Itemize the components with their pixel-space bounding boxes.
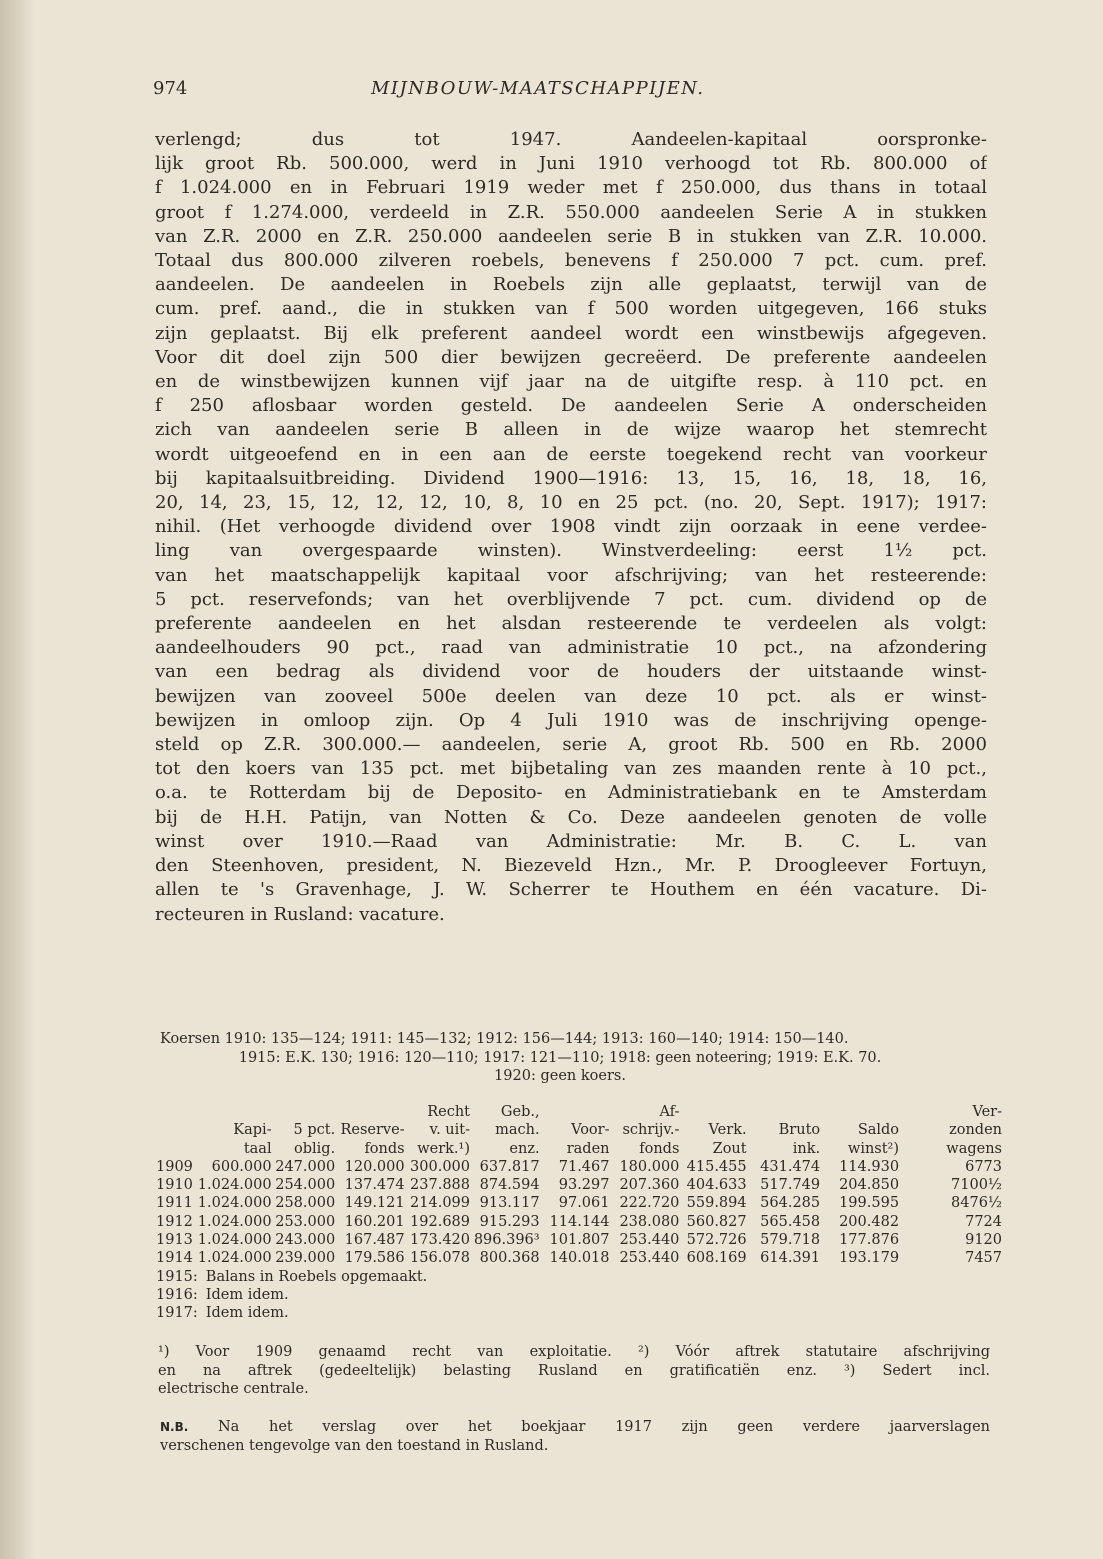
body-line: 5 pct. reservefonds; van het overblijvende 7 pct. cum. dividend op de [155,588,987,610]
header-cell: 5 pct. [293,1122,336,1139]
value-cell: 1.024.000 [197,1250,272,1267]
value-cell: 6773 [965,1158,1002,1175]
header-cell: wagens [946,1140,1002,1157]
body-line: en de winstbewijzen kunnen vijf jaar na de uitgifte resp. à 110 pct. en [155,371,987,393]
header-cell: Kapi- [233,1122,272,1139]
value-cell: 8476½ [951,1195,1002,1212]
header-cell: Saldo [857,1122,900,1139]
body-line: Totaal dus 800.000 zilveren roebels, benevens f 250.000 7 pct. cum. pref. [155,250,987,272]
table-header-row [156,1121,1002,1139]
year-cell: 1916: [156,1286,198,1303]
value-cell: 180.000 [619,1158,680,1175]
body-line: bij de H.H. Patijn, van Notten & Co. Deze aandeelen genoten de volle [155,806,987,828]
header-cell [272,1103,336,1121]
value-cell: 207.360 [619,1177,680,1194]
value-cell: 572.726 [686,1232,747,1249]
value-cell: 239.000 [275,1250,336,1267]
value-cell: 243.000 [275,1232,336,1249]
body-line: 20, 14, 23, 15, 12, 12, 12, 10, 8, 10 en 25 pct. (no. 20, Sept. 1917); 1917: [155,492,987,514]
value-cell: 564.285 [760,1195,821,1212]
table-row [156,1231,1002,1249]
header-cell: oblig. [294,1140,336,1157]
table-row [156,1176,1002,1194]
value-cell: 600.000 [211,1158,272,1175]
value-cell: 140.018 [549,1250,610,1267]
body-line: verlengd; dus tot 1947. Aandeelen-kapitaal oorspronke- [155,129,987,150]
value-cell: 214.099 [410,1195,471,1212]
body-line: f 1.024.000 en in Februari 1919 weder met f 250.000, dus thans in totaal [155,177,987,199]
value-cell: 258.000 [275,1195,336,1212]
value-cell: 101.807 [549,1232,610,1249]
header-cell [747,1103,821,1121]
running-title: MIJNBOUW-MAATSCHAPPIJEN. [371,78,705,99]
value-cell: 1.024.000 [197,1232,272,1249]
value-cell: 9120 [965,1232,1002,1249]
year-cell: 1913 [156,1232,193,1249]
year-cell: 1910 [156,1177,193,1194]
price-quotes [160,1030,1000,1086]
note-cell: Idem idem. [205,1305,289,1322]
body-line: bewijzen van zooveel 500e deelen van deze 10 pct. als er winst- [155,685,987,707]
header-cell [156,1140,198,1158]
body-line: bij kapitaalsuitbreiding. Dividend 1900—1916: 13, 15, 16, 18, 18, 16, [155,467,987,489]
body-line: bewijzen in omloop zijn. Op 4 Juli 1910 was de inschrijving openge- [155,709,987,731]
body-line: van Z.R. 2000 en Z.R. 250.000 aandeelen serie B in stukken van Z.R. 10.000. [155,225,987,247]
table-note-row [156,1268,1002,1286]
header-cell: enz. [509,1140,540,1157]
header-cell: schrijv.- [622,1122,680,1139]
nb-text: Na het verslag over het boekjaar 1917 zijn geen verdere jaarverslagen [217,1419,990,1435]
value-cell: 114.930 [839,1158,900,1175]
value-cell: 253.000 [275,1213,336,1230]
header-cell: Zout [712,1140,747,1157]
body-line: zich van aandeelen serie B alleen in de wijze waarop het stemrecht [155,419,987,441]
value-cell: 199.595 [839,1195,900,1212]
body-line: allen te 's Gravenhage, J. W. Scherrer te Houthem en één vacature. Di- [155,879,987,901]
header-cell [335,1103,404,1121]
value-cell: 71.467 [558,1158,610,1175]
value-cell: 896.396³ [473,1232,540,1249]
header-cell: winst²) [847,1140,900,1157]
value-cell: 179.586 [344,1250,405,1267]
value-cell: 608.169 [686,1250,747,1267]
year-cell: 1917: [156,1305,198,1322]
header-cell: Voor- [571,1122,610,1139]
header-cell: werk.¹) [417,1140,471,1157]
value-cell: 415.455 [686,1158,747,1175]
header-cell: v. uit- [429,1122,471,1139]
header-cell [679,1103,746,1121]
value-cell: 517.749 [760,1177,821,1194]
body-line: recteuren in Rusland: vacature. [155,903,445,925]
binding-edge [0,0,34,1559]
year-cell: 1911 [156,1195,193,1212]
page-number: 974 [153,78,188,99]
value-cell: 253.440 [619,1250,680,1267]
body-line: aandeelen. De aandeelen in Roebels zijn alle geplaatst, terwijl van de [155,274,987,296]
value-cell: 156.078 [410,1250,471,1267]
header-cell: taal [243,1140,272,1157]
value-cell: 247.000 [275,1158,336,1175]
value-cell: 193.179 [839,1250,900,1267]
header-cell: fonds [364,1140,405,1157]
page-header [153,78,988,102]
table-row [156,1158,1002,1176]
value-cell: 222.720 [619,1195,680,1212]
quote-line: 1920: geen koers. [494,1068,626,1084]
value-cell: 254.000 [275,1177,336,1194]
value-cell: 800.368 [479,1250,540,1267]
header-cell [156,1121,198,1139]
value-cell: 253.440 [619,1232,680,1249]
body-line: ling van overgespaarde winsten). Winstverdeeling: eerst 1½ pct. [155,540,987,562]
value-cell: 637.817 [479,1158,540,1175]
header-cell: Bruto [778,1122,821,1139]
value-cell: 149.121 [344,1195,405,1212]
body-line: aandeelhouders 90 pct., raad van administratie 10 pct., na afzondering [155,637,987,659]
value-cell: 237.888 [410,1177,471,1194]
value-cell: 559.894 [686,1195,747,1212]
body-line: den Steenhoven, president, N. Biezeveld Hzn., Mr. P. Droogleever Fortuyn, [155,855,987,877]
value-cell: 431.474 [760,1158,821,1175]
value-cell: 192.689 [410,1213,471,1230]
header-cell [820,1103,899,1121]
value-cell: 1.024.000 [197,1177,272,1194]
value-cell: 915.293 [479,1213,540,1230]
footnote-line: en na aftrek (gedeeltelijk) belasting Rusland en gratificatiën enz. ³) Sedert incl. [158,1362,990,1379]
body-line: nihil. (Het verhoogde dividend over 1908 vindt zijn oorzaak in eene verdee- [155,516,987,538]
value-cell: 7100½ [951,1177,1002,1194]
body-line: winst over 1910.—Raad van Administratie: Mr. B. C. L. van [155,830,987,852]
header-cell: Geb., [500,1104,540,1120]
value-cell: 167.487 [344,1232,405,1249]
value-cell: 7457 [965,1250,1002,1267]
note-cell: Balans in Roebels opgemaakt. [205,1268,428,1285]
year-cell: 1909 [156,1158,193,1175]
year-cell: 1915: [156,1268,198,1285]
value-cell: 1.024.000 [197,1195,272,1212]
value-cell: 114.144 [549,1213,610,1230]
header-cell: ink. [792,1140,821,1157]
value-cell: 160.201 [344,1213,405,1230]
value-cell: 874.594 [479,1177,540,1194]
table-note-row [156,1286,1002,1304]
header-cell: Recht [427,1104,471,1120]
value-cell: 120.000 [344,1158,405,1175]
financial-table [156,1103,1002,1323]
header-cell: Reserve- [340,1122,405,1139]
value-cell: 93.297 [558,1177,610,1194]
value-cell: 204.850 [839,1177,900,1194]
body-line: Voor dit doel zijn 500 dier bewijzen gecreëerd. De preferente aandeelen [155,346,987,368]
value-cell: 97.061 [558,1195,610,1212]
header-cell: fonds [639,1140,680,1157]
quote-line: Koersen 1910: 135—124; 1911: 145—132; 1912: 156—144; 1913: 160—140; 1914: 150—140. [160,1031,849,1047]
year-cell: 1912 [156,1213,193,1230]
body-line: groot f 1.274.000, verdeeld in Z.R. 550.000 aandeelen Serie A in stukken [155,201,987,223]
header-cell [156,1103,198,1121]
body-line: wordt uitgeoefend en in een aan de eerste toegekend recht van voorkeur [155,443,987,465]
value-cell: 579.718 [760,1232,821,1249]
value-cell: 565.458 [760,1213,821,1230]
header-cell: mach. [495,1122,540,1139]
value-cell: 300.000 [410,1158,471,1175]
table-row [156,1194,1002,1212]
nb-line [160,1418,990,1437]
nb-label: N.B. [160,1420,189,1434]
body-line: van het maatschappelijk kapitaal voor afschrijving; van het resteerende: [155,564,987,586]
header-cell [198,1103,272,1121]
quote-line: 1915: E.K. 130; 1916: 120—110; 1917: 121—110; 1918: geen noteering; 1919: E.K. 70. [238,1049,882,1066]
body-line: o.a. te Rotterdam bij de Deposito- en Administratiebank en te Amsterdam [155,782,987,804]
value-cell: 560.827 [686,1213,747,1230]
body-line: preferente aandeelen en het alsdan resteerende te verdeelen als volgt: [155,613,987,635]
header-cell: Ver- [972,1104,1002,1120]
footnote-line: electrische centrale. [158,1381,309,1397]
header-cell: raden [566,1140,610,1157]
body-line: van een bedrag als dividend voor de houders der uitstaande winst- [155,661,987,683]
header-cell: Verk. [708,1122,747,1139]
value-cell: 1.024.000 [197,1213,272,1230]
table-row [156,1213,1002,1231]
body-line: cum. pref. aand., die in stukken van f 500 worden uitgegeven, 166 stuks [155,298,987,320]
body-line: zijn geplaatst. Bij elk preferent aandeel wordt een winstbewijs afgegeven. [155,322,987,344]
body-line: steld op Z.R. 300.000.— aandeelen, serie A, groot Rb. 500 en Rb. 2000 [155,734,987,756]
header-cell: zonden [949,1122,1002,1139]
year-cell: 1914 [156,1250,193,1267]
header-cell: Af- [659,1104,680,1120]
nb-note [160,1418,990,1456]
table-row [156,1249,1002,1267]
value-cell: 200.482 [839,1213,900,1230]
value-cell: 7724 [965,1213,1002,1230]
value-cell: 913.117 [479,1195,540,1212]
table-header-row [156,1103,1002,1121]
body-line: tot den koers van 135 pct. met bijbetaling van zes maanden rente à 10 pct., [155,758,987,780]
value-cell: 404.633 [686,1177,747,1194]
body-paragraph [155,128,987,927]
footnote-line: ¹) Voor 1909 genaamd recht van exploitatie. ²) Vóór aftrek statutaire afschrijving [158,1344,990,1360]
table-footnotes [158,1343,990,1399]
header-cell [540,1103,610,1121]
value-cell: 614.391 [760,1250,821,1267]
table-note-row [156,1304,1002,1322]
value-cell: 177.876 [839,1232,900,1249]
nb-line: verschenen tengevolge van den toestand in Rusland. [160,1438,549,1454]
table-header-row [156,1140,1002,1158]
body-line: lijk groot Rb. 500.000, werd in Juni 1910 verhoogd tot Rb. 800.000 of [155,153,987,175]
value-cell: 137.474 [344,1177,405,1194]
value-cell: 238.080 [619,1213,680,1230]
note-cell: Idem idem. [205,1286,289,1303]
body-line: f 250 aflosbaar worden gesteld. De aandeelen Serie A onderscheiden [155,395,987,417]
value-cell: 173.420 [410,1232,471,1249]
